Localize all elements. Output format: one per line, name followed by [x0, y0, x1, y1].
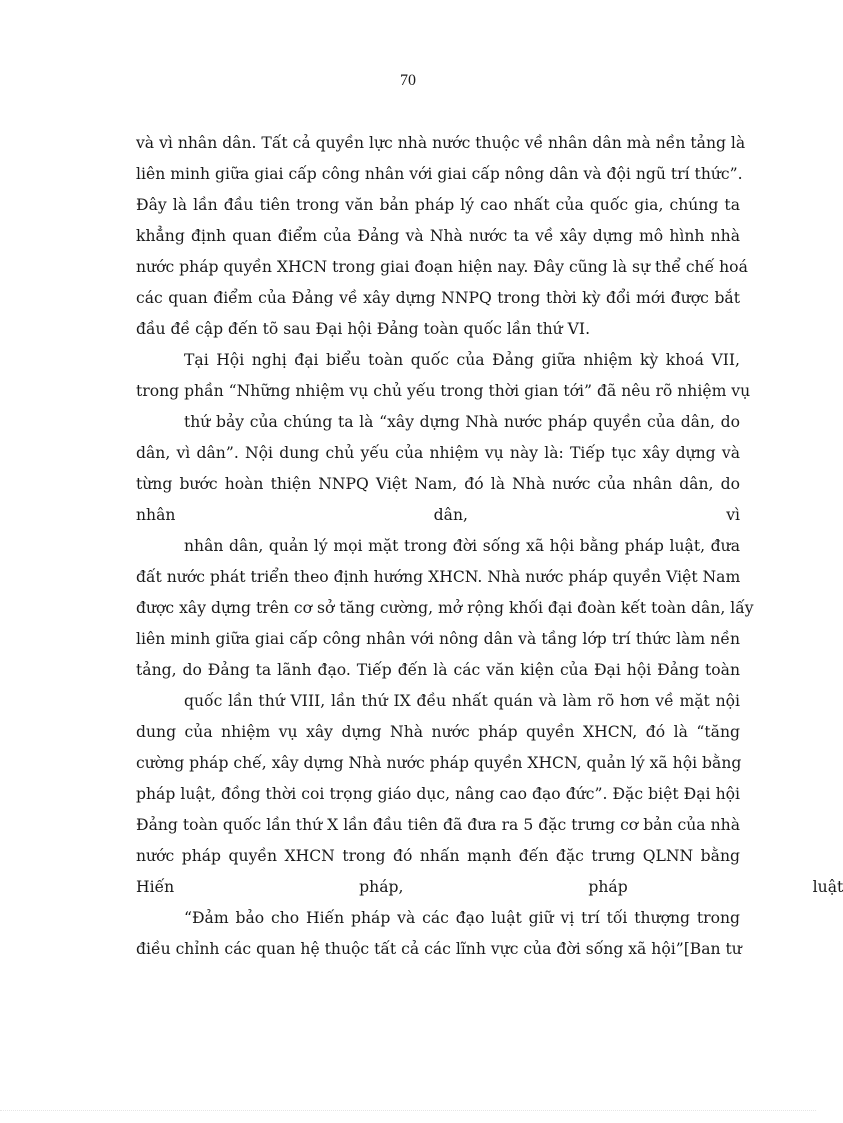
text-line: nước pháp quyền XHCN trong đó nhấn mạnh đến đặc trưng QLNN bằng — [136, 847, 740, 865]
text-line: nhân dân, quản lý mọi mặt trong đời sống xã hội bằng pháp luật, đưa — [184, 537, 740, 555]
text-line: được xây dựng trên cơ sở tăng cường, mở rộng khối đại đoàn kết toàn dân, lấy — [136, 599, 754, 617]
text-line: pháp luật, đồng thời coi trọng giáo dục, nâng cao đạo đức”. Đặc biệt Đại hội — [136, 785, 740, 803]
text-line: tảng, do Đảng ta lãnh đạo. Tiếp đến là các văn kiện của Đại hội Đảng toàn — [136, 661, 740, 679]
text-line: nước pháp quyền XHCN trong giai đoạn hiện nay. Đây cũng là sự thể chế hoá — [136, 258, 748, 276]
text-line: Hiến pháp, pháp luật — [136, 878, 843, 896]
text-line: liên minh giữa giai cấp công nhân với giai cấp nông dân và đội ngũ trí thức”. — [136, 165, 743, 183]
text-line: thứ bảy của chúng ta là “xây dựng Nhà nước pháp quyền của dân, do — [184, 413, 740, 431]
page-bottom-divider — [0, 1110, 816, 1111]
text-line: đất nước phát triển theo định hướng XHCN. Nhà nước pháp quyền Việt Nam — [136, 568, 741, 586]
text-line: Đảng toàn quốc lần thứ X lần đầu tiên đã đưa ra 5 đặc trưng cơ bản của nhà — [136, 816, 740, 834]
text-line: đầu đề cập đến tõ sau Đại hội Đảng toàn quốc lần thứ VI. — [136, 320, 591, 338]
text-line: trong phần “Những nhiệm vụ chủ yếu trong thời gian tới” đã nêu rõ nhiệm vụ — [136, 382, 751, 400]
body-text — [136, 128, 843, 965]
text-line: Tại Hội nghị đại biểu toàn quốc của Đảng giữa nhiệm kỳ khoá VII, — [184, 351, 740, 369]
text-line: dung của nhiệm vụ xây dựng Nhà nước pháp quyền XHCN, đó là “tăng — [136, 723, 740, 741]
text-line: các quan điểm của Đảng về xây dựng NNPQ trong thời kỳ đổi mới được bắt — [136, 289, 740, 307]
text-line: Đây là lần đầu tiên trong văn bản pháp lý cao nhất của quốc gia, chúng ta — [136, 196, 740, 214]
text-line: dân, vì dân”. Nội dung chủ yếu của nhiệm vụ này là: Tiếp tục xây dựng và — [136, 444, 740, 462]
text-line: từng bước hoàn thiện NNPQ Việt Nam, đó là Nhà nước của nhân dân, do — [136, 475, 740, 493]
text-line: và vì nhân dân. Tất cả quyền lực nhà nước thuộc về nhân dân mà nền tảng là — [136, 134, 746, 152]
page-number: 70 — [400, 72, 416, 89]
text-line: điều chỉnh các quan hệ thuộc tất cả các lĩnh vực của đời sống xã hội”[Ban tư — [136, 940, 742, 958]
text-line: “Đảm bảo cho Hiến pháp và các đạo luật giữ vị trí tối thượng trong — [184, 909, 740, 927]
text-line: khẳng định quan điểm của Đảng và Nhà nước ta về xây dựng mô hình nhà — [136, 227, 740, 245]
text-line: cường pháp chế, xây dựng Nhà nước pháp quyền XHCN, quản lý xã hội bằng — [136, 754, 742, 772]
text-line: nhân dân, vì — [136, 506, 740, 524]
text-line: quốc lần thứ VIII, lần thứ IX đều nhất quán và làm rõ hơn về mặt nội — [184, 692, 740, 710]
text-line: liên minh giữa giai cấp công nhân với nông dân và tầng lớp trí thức làm nền — [136, 630, 740, 648]
